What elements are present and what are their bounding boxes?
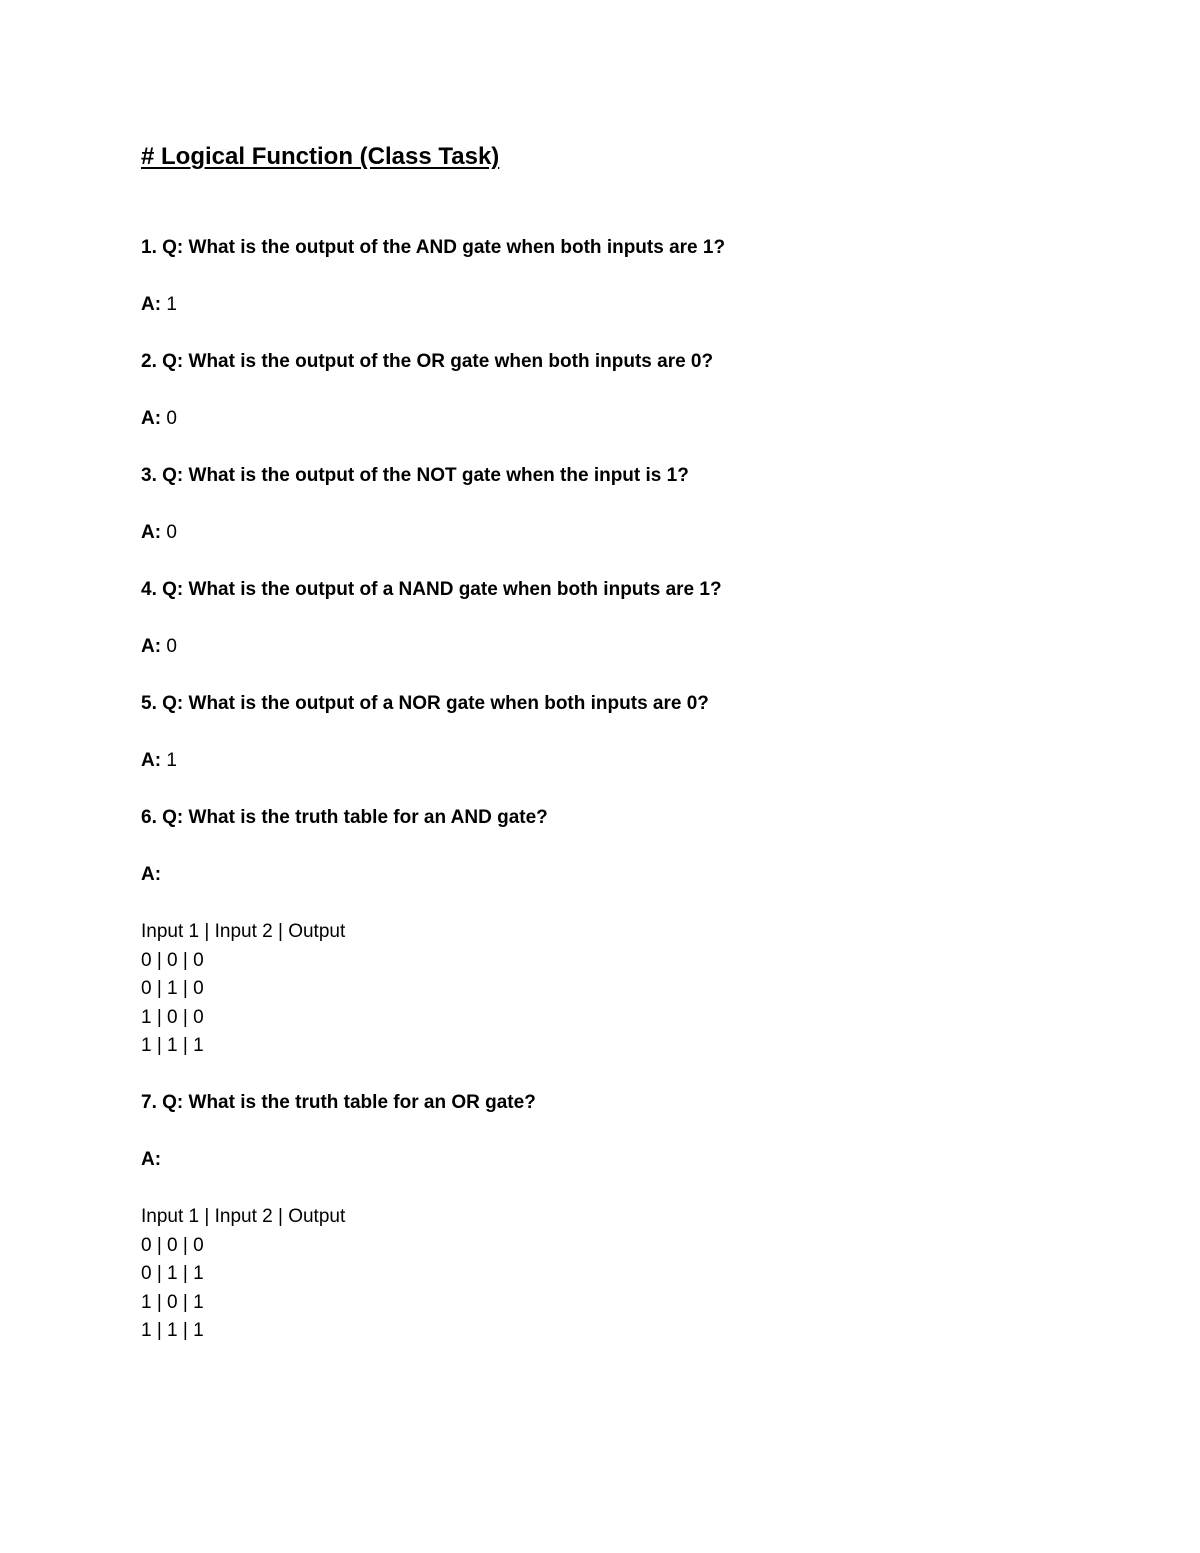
truth-table-header: Input 1 | Input 2 | Output bbox=[141, 921, 346, 942]
answer-7 bbox=[141, 1146, 1101, 1174]
answer-1 bbox=[141, 291, 1101, 319]
answer-label: A: bbox=[141, 1148, 162, 1170]
answer-label: A: bbox=[141, 294, 162, 315]
truth-table-row: 0 | 0 | 0 bbox=[141, 1234, 204, 1256]
truth-table-row: 1 | 1 | 1 bbox=[141, 1320, 204, 1342]
question-6: 6. Q: What is the truth table for an AND gate? bbox=[141, 807, 548, 828]
truth-table-row: 1 | 0 | 1 bbox=[141, 1291, 204, 1313]
answer-value: 0 bbox=[166, 636, 177, 657]
qa-item-1 bbox=[141, 234, 1101, 319]
answer-2 bbox=[141, 405, 1101, 433]
truth-table-and bbox=[141, 918, 1101, 1061]
qa-item-2 bbox=[141, 348, 1101, 433]
truth-table-row: 1 | 0 | 0 bbox=[141, 1006, 204, 1028]
answer-4 bbox=[141, 633, 1101, 661]
truth-table-row: 0 | 1 | 1 bbox=[141, 1263, 204, 1285]
answer-label: A: bbox=[141, 636, 162, 657]
answer-label: A: bbox=[141, 864, 162, 885]
truth-table-row: 0 | 1 | 0 bbox=[141, 978, 204, 1000]
question-7: 7. Q: What is the truth table for an OR gate? bbox=[141, 1091, 536, 1113]
answer-value: 0 bbox=[166, 408, 177, 429]
question-4: 4. Q: What is the output of a NAND gate when both inputs are 1? bbox=[141, 579, 722, 600]
qa-item-7 bbox=[141, 1089, 1101, 1346]
truth-table-header: Input 1 | Input 2 | Output bbox=[141, 1205, 346, 1227]
answer-label: A: bbox=[141, 522, 162, 543]
answer-value: 1 bbox=[166, 750, 177, 771]
question-2: 2. Q: What is the output of the OR gate when both inputs are 0? bbox=[141, 351, 714, 372]
answer-5 bbox=[141, 747, 1101, 775]
qa-item-4 bbox=[141, 576, 1101, 661]
question-3: 3. Q: What is the output of the NOT gate when the input is 1? bbox=[141, 465, 689, 486]
truth-table-or bbox=[141, 1203, 1101, 1346]
answer-6 bbox=[141, 861, 1101, 889]
answer-value: 0 bbox=[166, 522, 177, 543]
document-page bbox=[141, 140, 1101, 1346]
answer-3 bbox=[141, 519, 1101, 547]
document-title: # Logical Function (Class Task) bbox=[141, 143, 500, 170]
qa-item-6 bbox=[141, 804, 1101, 1061]
qa-item-3 bbox=[141, 462, 1101, 547]
answer-label: A: bbox=[141, 750, 162, 771]
question-1: 1. Q: What is the output of the AND gate when both inputs are 1? bbox=[141, 237, 726, 258]
question-5: 5. Q: What is the output of a NOR gate when both inputs are 0? bbox=[141, 693, 709, 714]
qa-item-5 bbox=[141, 690, 1101, 775]
truth-table-row: 0 | 0 | 0 bbox=[141, 949, 204, 971]
answer-value: 1 bbox=[166, 294, 177, 315]
truth-table-row: 1 | 1 | 1 bbox=[141, 1035, 204, 1057]
answer-label: A: bbox=[141, 408, 162, 429]
